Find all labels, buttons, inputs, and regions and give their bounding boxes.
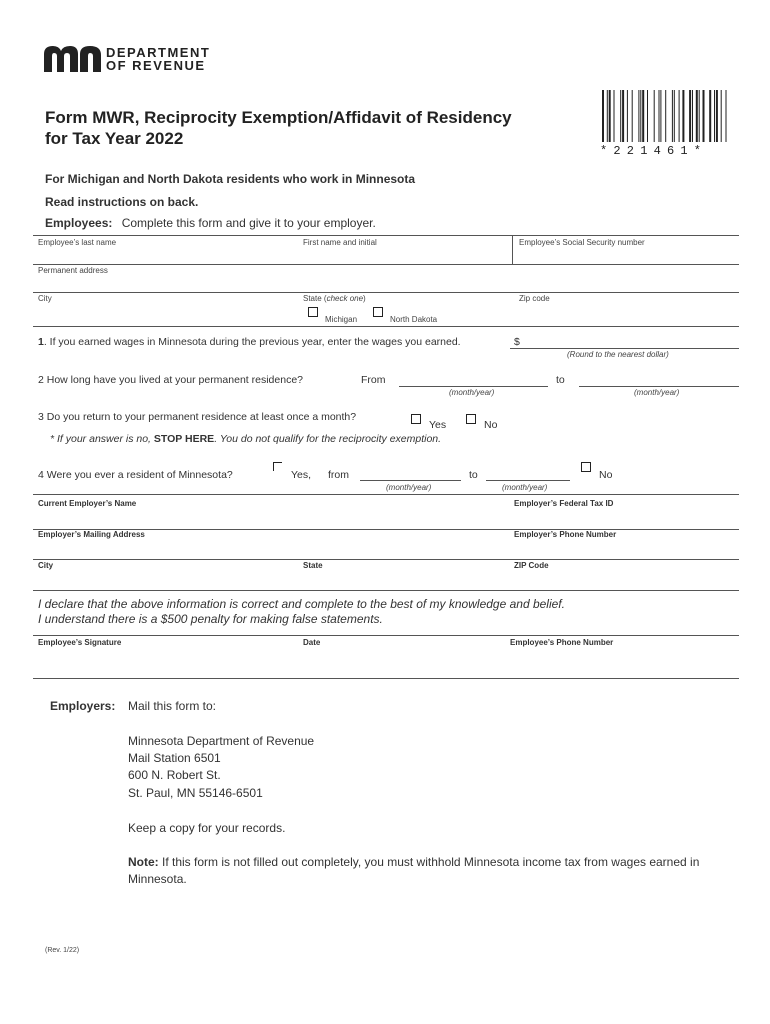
address-line-3: 600 N. Robert St. bbox=[128, 768, 221, 782]
date-label: Date bbox=[303, 638, 321, 647]
barcode-bar bbox=[609, 90, 611, 142]
revision-date: (Rev. 1/22) bbox=[45, 947, 80, 954]
barcode-bar bbox=[689, 90, 691, 142]
barcode-bar bbox=[620, 90, 621, 142]
q4-from-label: from bbox=[328, 469, 349, 481]
employer-zip-input[interactable] bbox=[512, 572, 736, 589]
dept-name-line1: DEPARTMENT bbox=[106, 45, 211, 60]
signature-label: Employee’s Signature bbox=[38, 638, 122, 647]
employer-zip-label: ZIP Code bbox=[514, 561, 549, 570]
note-label: Note: bbox=[128, 855, 159, 869]
dept-name-line2: OF REVENUE bbox=[106, 58, 206, 73]
first-name-label: First name and initial bbox=[303, 238, 377, 247]
q4-to-label: to bbox=[469, 469, 478, 481]
state-label-close: ) bbox=[363, 294, 366, 303]
form-title-line2: for Tax Year 2022 bbox=[45, 129, 184, 148]
permanent-address-input[interactable] bbox=[36, 276, 736, 290]
barcode-bar bbox=[674, 90, 675, 142]
name-input[interactable] bbox=[36, 248, 506, 263]
barcode-text: *221461* bbox=[600, 144, 708, 158]
ssn-input[interactable] bbox=[516, 248, 736, 263]
employers-label: Employers: bbox=[50, 699, 116, 713]
barcode-bar bbox=[692, 90, 693, 142]
note-text-line-2: Minnesota. bbox=[128, 872, 187, 886]
keep-copy-text: Keep a copy for your records. bbox=[128, 821, 286, 835]
barcode-bar bbox=[638, 90, 639, 142]
state-label-text: State ( bbox=[303, 294, 327, 303]
barcode-bar bbox=[632, 90, 633, 142]
employer-state-input[interactable] bbox=[300, 572, 506, 589]
q2-to-hint: (month/year) bbox=[634, 388, 680, 397]
question-1 bbox=[38, 336, 461, 348]
q3-note-post: . You do not qualify for the reciprocity exemption. bbox=[214, 433, 442, 445]
question-4: 4 Were you ever a resident of Minnesota? bbox=[38, 469, 233, 481]
michigan-label: Michigan bbox=[325, 315, 358, 324]
state-label bbox=[303, 294, 366, 303]
q4-yes-checkbox[interactable] bbox=[273, 462, 282, 471]
barcode-bar bbox=[614, 90, 615, 142]
barcode-bar bbox=[665, 90, 666, 142]
address-line-1: Minnesota Department of Revenue bbox=[128, 734, 315, 748]
q4-from-hint: (month/year) bbox=[386, 483, 432, 492]
wages-input[interactable] bbox=[522, 334, 737, 348]
barcode-bar bbox=[647, 90, 648, 142]
question-3: 3 Do you return to your permanent residence at least once a month? bbox=[38, 411, 357, 423]
q2-from-label: From bbox=[361, 374, 386, 386]
employees-text: Complete this form and give it to your employer. bbox=[121, 216, 376, 230]
barcode-bar bbox=[682, 90, 684, 142]
q2-to-label: to bbox=[556, 374, 565, 386]
dollar-sign: $ bbox=[514, 336, 520, 348]
round-note: (Round to the nearest dollar) bbox=[567, 350, 669, 359]
q3-yes-label: Yes bbox=[429, 419, 447, 431]
question-1-number: 1 bbox=[38, 336, 44, 348]
state-label-note: check one bbox=[326, 294, 364, 303]
form-title-line1: Form MWR, Reciprocity Exemption/Affidavit of Residency bbox=[45, 108, 512, 127]
declaration-line-2: I understand there is a $500 penalty for making false statements. bbox=[38, 612, 383, 626]
barcode-bar bbox=[721, 90, 722, 142]
employer-mailing-label: Employer’s Mailing Address bbox=[38, 530, 145, 539]
michigan-checkbox[interactable] bbox=[308, 307, 318, 317]
q2-to-input[interactable] bbox=[579, 372, 739, 386]
employer-tax-id-input[interactable] bbox=[512, 510, 736, 528]
q3-yes-checkbox[interactable] bbox=[411, 414, 421, 424]
q4-from-input[interactable] bbox=[360, 466, 461, 480]
q4-no-checkbox[interactable] bbox=[581, 462, 591, 472]
barcode-bar bbox=[714, 90, 715, 142]
q2-from-input[interactable] bbox=[399, 372, 548, 386]
question-2: 2 How long have you lived at your permanent residence? bbox=[38, 374, 303, 386]
read-instructions: Read instructions on back. bbox=[45, 195, 199, 209]
note-text bbox=[128, 855, 738, 869]
barcode-bar bbox=[679, 90, 680, 142]
address-line-2: Mail Station 6501 bbox=[128, 751, 221, 765]
barcode-bar bbox=[709, 90, 711, 142]
q3-stop-note bbox=[50, 433, 441, 445]
barcode-bar bbox=[660, 90, 661, 142]
signature-input[interactable] bbox=[36, 650, 296, 677]
mail-form-to: Mail this form to: bbox=[128, 699, 217, 713]
employer-name-input[interactable] bbox=[36, 510, 506, 528]
barcode-bar bbox=[726, 90, 727, 142]
employer-phone-label: Employer’s Phone Number bbox=[514, 530, 617, 539]
q4-to-input[interactable] bbox=[486, 466, 570, 480]
employer-tax-id-label: Employer’s Federal Tax ID bbox=[514, 499, 614, 508]
barcode-bar bbox=[640, 90, 641, 142]
north-dakota-label: North Dakota bbox=[390, 315, 438, 324]
barcode-bar bbox=[602, 90, 604, 142]
barcode-bar bbox=[699, 90, 700, 142]
q3-no-checkbox[interactable] bbox=[466, 414, 476, 424]
employer-name-label: Current Employer’s Name bbox=[38, 499, 137, 508]
barcode-bar bbox=[672, 90, 673, 142]
barcode-bar bbox=[642, 90, 644, 142]
barcode-bar bbox=[622, 90, 624, 142]
barcode-bar bbox=[654, 90, 655, 142]
employer-phone-input[interactable] bbox=[512, 541, 736, 558]
declaration-line-1: I declare that the above information is correct and complete to the best of my knowledge and belief. bbox=[38, 597, 565, 611]
zip-label: Zip code bbox=[519, 294, 550, 303]
employer-state-label: State bbox=[303, 561, 323, 570]
barcode bbox=[600, 90, 730, 144]
question-1-text: . If you earned wages in Minnesota during the previous year, enter the wages you earned. bbox=[43, 336, 461, 348]
q4-to-hint: (month/year) bbox=[502, 483, 548, 492]
permanent-address-label: Permanent address bbox=[38, 266, 108, 275]
employee-phone-input[interactable] bbox=[508, 650, 736, 677]
employees-instruction bbox=[45, 216, 376, 230]
barcode-bar bbox=[607, 90, 608, 142]
employer-city-label: City bbox=[38, 561, 54, 570]
barcode-bar bbox=[659, 90, 660, 142]
department-logo bbox=[44, 46, 224, 74]
residents-heading: For Michigan and North Dakota residents who work in Minnesota bbox=[45, 172, 416, 186]
q3-note-pre: * If your answer is no, bbox=[50, 433, 154, 445]
q2-from-hint: (month/year) bbox=[449, 388, 495, 397]
q4-no-label: No bbox=[599, 469, 613, 481]
employer-mailing-input[interactable] bbox=[36, 541, 506, 558]
ssn-label: Employee’s Social Security number bbox=[519, 238, 645, 247]
employee-phone-label: Employee’s Phone Number bbox=[510, 638, 614, 647]
employees-label: Employees: bbox=[45, 216, 113, 230]
last-name-label: Employee’s last name bbox=[38, 238, 117, 247]
employer-city-input[interactable] bbox=[36, 572, 296, 589]
address-line-4: St. Paul, MN 55146-6501 bbox=[128, 786, 263, 800]
date-input[interactable] bbox=[300, 650, 504, 677]
mn-logo-mark bbox=[44, 46, 102, 72]
city-label: City bbox=[38, 294, 52, 303]
note-body: If this form is not filled out completely, you must withhold Minnesota income tax from wages earned in bbox=[158, 855, 700, 869]
north-dakota-checkbox[interactable] bbox=[373, 307, 383, 317]
barcode-bar bbox=[716, 90, 718, 142]
q3-no-label: No bbox=[484, 419, 498, 431]
barcode-bar bbox=[627, 90, 628, 142]
barcode-bar bbox=[703, 90, 705, 142]
barcode-bar bbox=[696, 90, 698, 142]
q4-yes-label: Yes, bbox=[291, 469, 312, 481]
q3-note-bold: STOP HERE bbox=[153, 433, 215, 445]
